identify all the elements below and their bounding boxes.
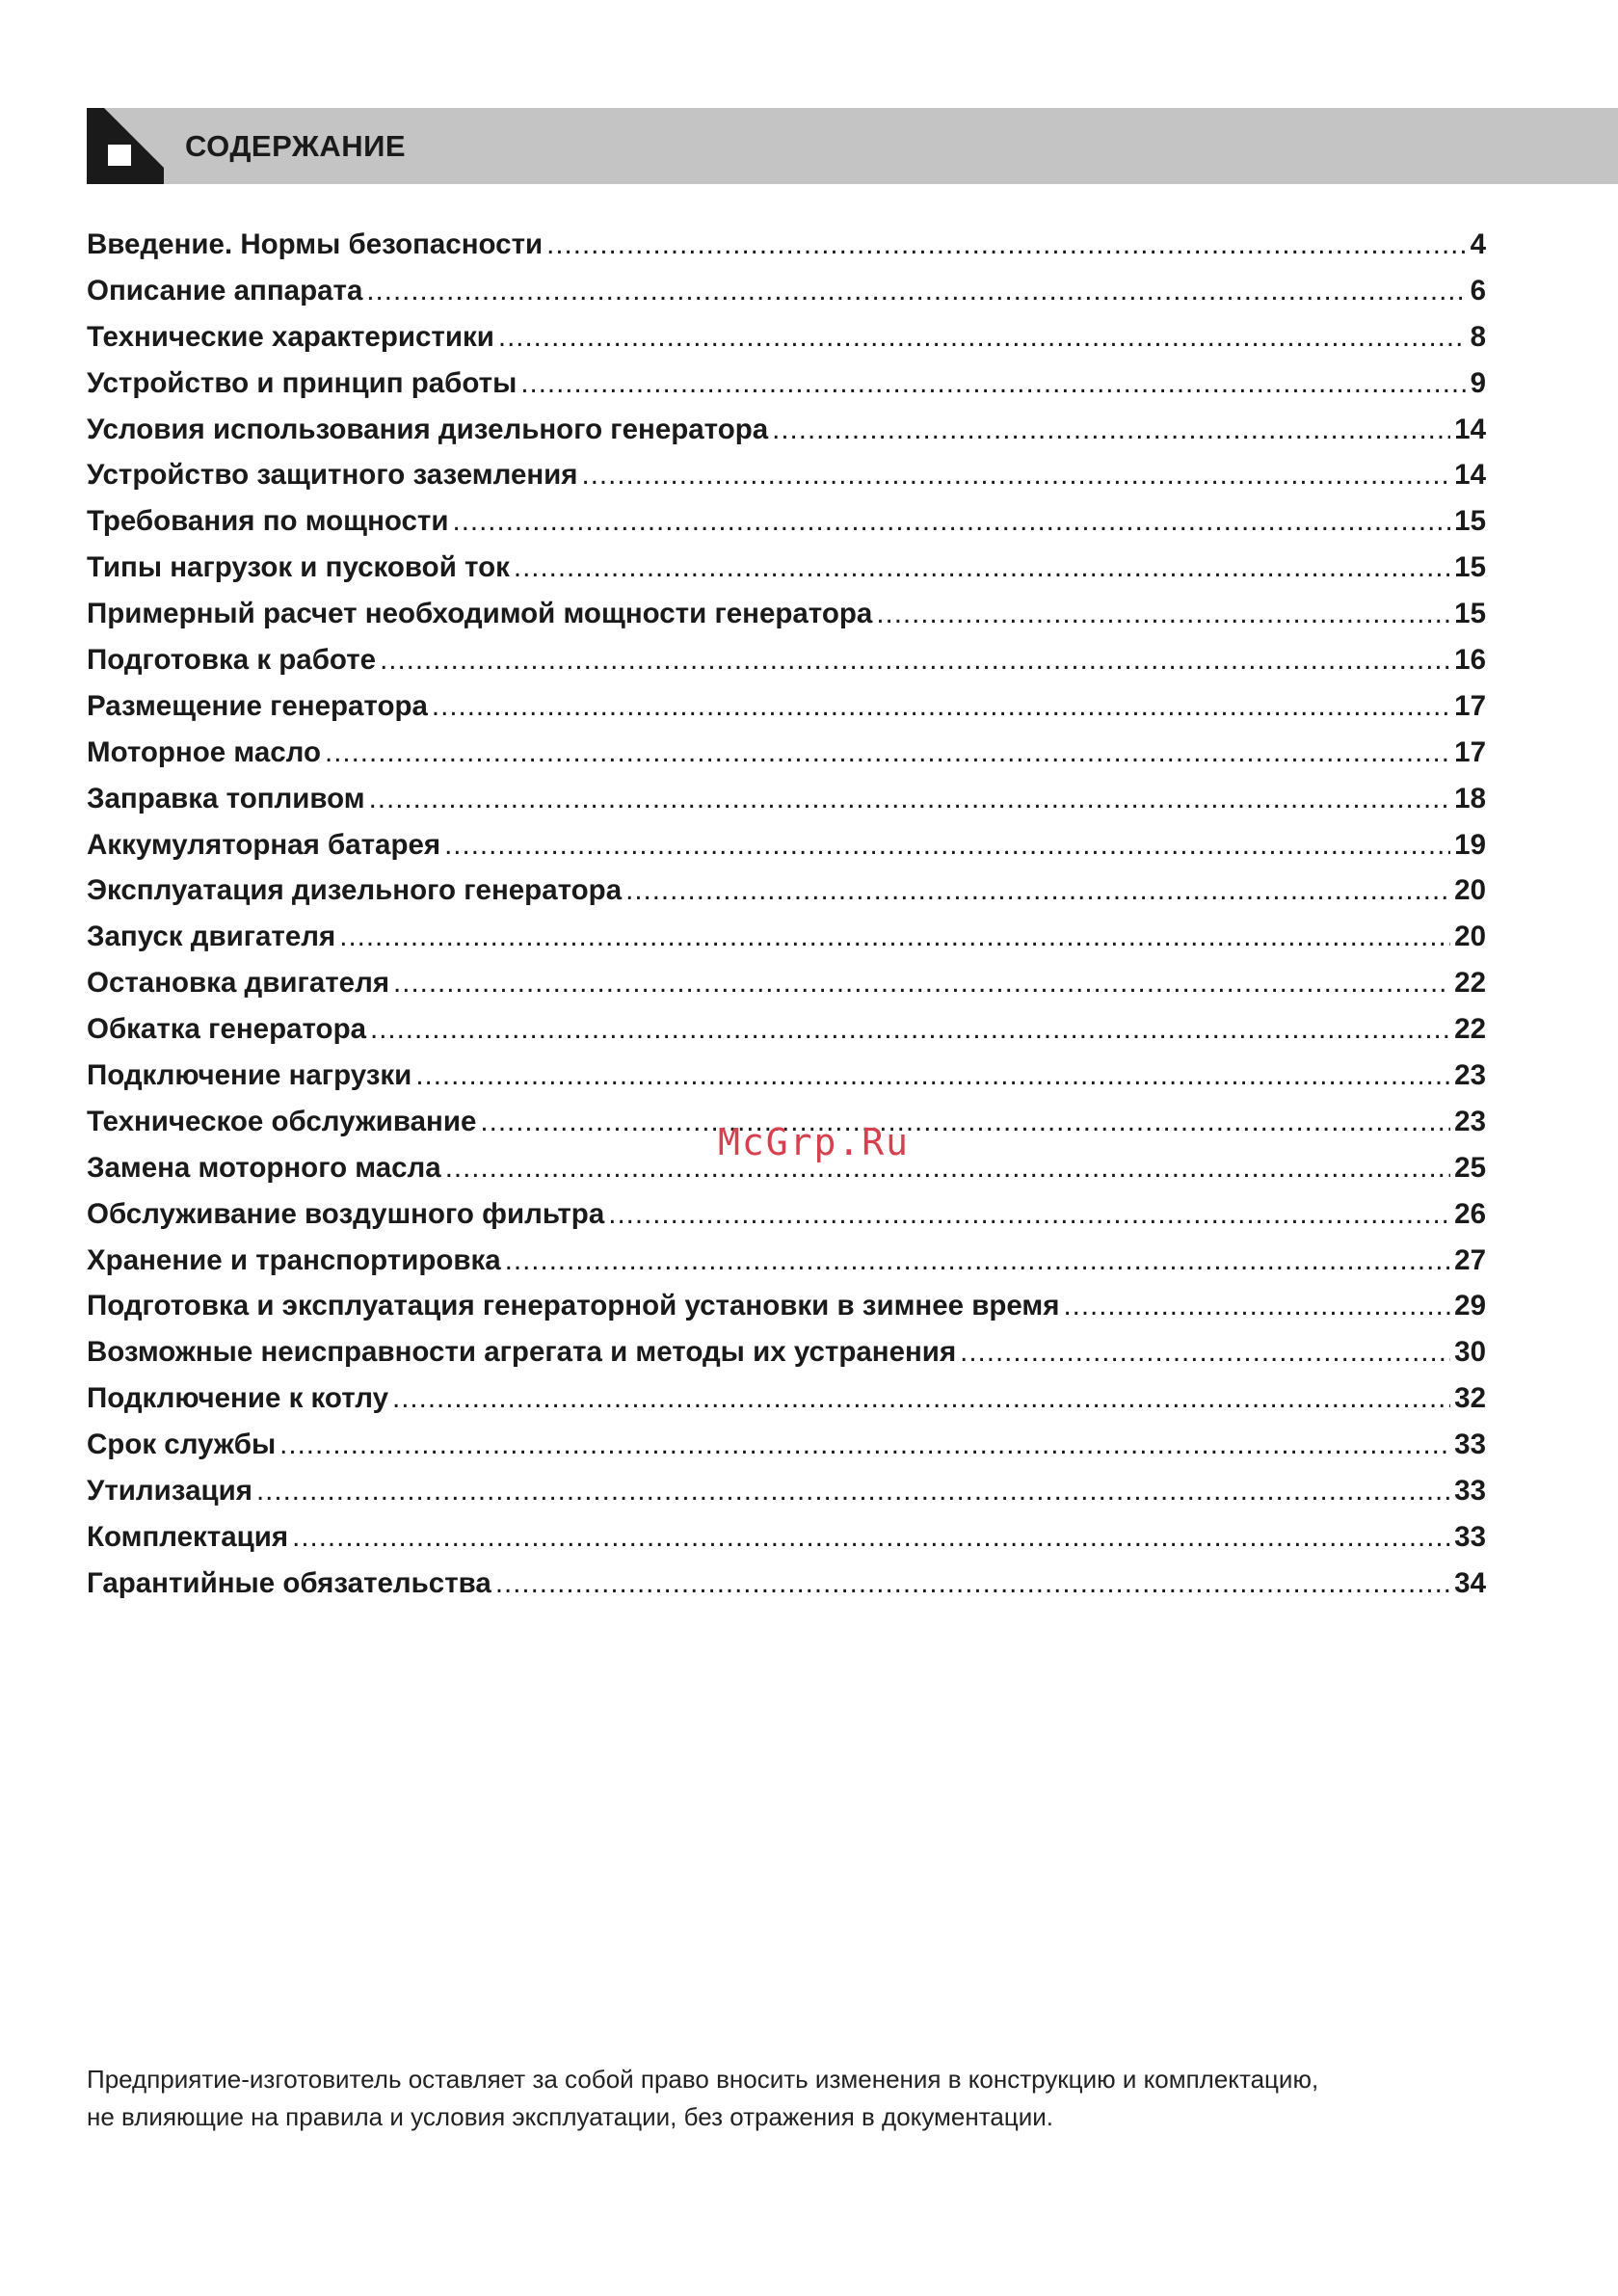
toc-entry-title: Комплектация [87,1520,289,1553]
toc-entry[interactable] [87,1382,1486,1428]
toc-entry[interactable] [87,321,1486,367]
toc-entry[interactable] [87,1428,1486,1475]
toc-entry-page: 17 [1454,689,1486,722]
toc-entry-page: 15 [1454,551,1486,584]
toc-entry[interactable] [87,551,1486,598]
toc-entry[interactable] [87,228,1486,275]
toc-leader-dots [876,598,1450,630]
toc-leader-dots [339,921,1450,953]
toc-leader-dots [520,367,1466,400]
toc-entry-page: 33 [1454,1428,1486,1461]
toc-entry-page: 33 [1454,1520,1486,1553]
toc-entry[interactable] [87,1475,1486,1521]
toc-entry-page: 32 [1454,1382,1486,1415]
toc-entry-title: Заправка топливом [87,782,365,814]
toc-leader-dots [369,783,1451,815]
toc-entry-title: Подготовка и эксплуатация генераторной установки в зимнее время [87,1290,1060,1322]
toc-entry[interactable] [87,690,1486,736]
toc-leader-dots [279,1428,1450,1461]
toc-entry[interactable] [87,1013,1486,1059]
toc-leader-dots [514,551,1450,584]
toc-entry[interactable] [87,1198,1486,1244]
toc-leader-dots [432,690,1450,723]
toc-entry[interactable] [87,598,1486,644]
toc-entry-page: 15 [1454,505,1486,538]
toc-entry-title: Размещение генератора [87,689,428,722]
toc-entry-page: 23 [1454,1059,1486,1092]
toc-entry-title: Срок службы [87,1428,277,1461]
toc-entry[interactable] [87,829,1486,875]
toc-leader-dots [444,829,1450,862]
toc-entry[interactable] [87,367,1486,414]
footnote [87,2061,1503,2136]
toc-entry[interactable] [87,1059,1486,1106]
toc-entry-title: Хранение и транспортировка [87,1243,501,1276]
toc-entry-title: Типы нагрузок и пусковой ток [87,551,510,584]
toc-leader-dots [498,321,1467,354]
toc-entry-title: Обкатка генератора [87,1013,367,1046]
toc-entry-title: Остановка двигателя [87,967,390,1000]
toc-entry-page: 29 [1454,1290,1486,1322]
toc-entry-page: 23 [1454,1105,1486,1137]
table-of-contents [87,228,1486,1614]
toc-entry-title: Устройство защитного заземления [87,459,578,492]
toc-entry-page: 33 [1454,1475,1486,1508]
toc-entry-title: Возможные неисправности агрегата и методы их устранения [87,1336,957,1369]
toc-entry[interactable] [87,1290,1486,1336]
toc-entry-title: Примерный расчет необходимой мощности генератора [87,598,873,630]
toc-entry-title: Требования по мощности [87,505,449,538]
toc-entry-title: Утилизация [87,1475,252,1508]
toc-entry-page: 19 [1454,828,1486,861]
toc-entry-title: Запуск двигателя [87,921,336,953]
toc-entry-title: Моторное масло [87,735,322,768]
page-title: СОДЕРЖАНИЕ [185,129,407,163]
toc-entry[interactable] [87,505,1486,551]
toc-entry-page: 26 [1454,1197,1486,1230]
toc-leader-dots [1063,1290,1450,1322]
watermark: McGrp.Ru [718,1121,911,1163]
toc-entry-title: Техническое обслуживание [87,1105,477,1137]
toc-entry-title: Введение. Нормы безопасности [87,228,544,260]
toc-entry-page: 20 [1454,921,1486,953]
toc-entry-title: Подключение нагрузки [87,1059,412,1092]
toc-entry-title: Обслуживание воздушного фильтра [87,1197,605,1230]
toc-leader-dots [415,1059,1450,1092]
toc-entry-page: 18 [1454,782,1486,814]
toc-leader-dots [495,1567,1450,1600]
corner-marker-icon [87,108,164,184]
toc-entry[interactable] [87,459,1486,505]
toc-entry-title: Эксплуатация дизельного генератора [87,874,623,907]
toc-entry[interactable] [87,783,1486,829]
toc-entry[interactable] [87,1567,1486,1614]
toc-entry-title: Описание аппарата [87,274,363,307]
toc-leader-dots [960,1336,1450,1369]
toc-entry[interactable] [87,644,1486,690]
toc-entry-title: Подготовка к работе [87,644,377,677]
toc-entry[interactable] [87,1244,1486,1291]
toc-entry[interactable] [87,874,1486,921]
toc-leader-dots [625,874,1450,907]
toc-entry-title: Аккумуляторная батарея [87,828,441,861]
toc-leader-dots [772,414,1450,446]
toc-entry[interactable] [87,736,1486,783]
toc-entry[interactable] [87,921,1486,967]
toc-entry[interactable] [87,275,1486,321]
toc-leader-dots [380,644,1450,677]
toc-entry-title: Технические характеристики [87,320,494,353]
toc-entry-page: 4 [1470,228,1486,260]
toc-leader-dots [582,459,1451,492]
toc-entry-title: Замена моторного масла [87,1151,441,1184]
toc-leader-dots [256,1475,1450,1508]
toc-entry-page: 6 [1470,274,1486,307]
toc-entry-page: 17 [1454,735,1486,768]
toc-entry-page: 22 [1454,1013,1486,1046]
toc-entry-title: Подключение к котлу [87,1382,389,1415]
toc-entry-page: 20 [1454,874,1486,907]
toc-leader-dots [453,505,1451,538]
toc-entry-title: Гарантийные обязательства [87,1566,491,1599]
toc-leader-dots [480,1106,1450,1138]
toc-entry-page: 25 [1454,1151,1486,1184]
toc-entry-page: 16 [1454,644,1486,677]
toc-leader-dots [393,967,1450,1000]
toc-leader-dots [608,1198,1450,1231]
toc-leader-dots [292,1521,1450,1554]
toc-leader-dots [366,275,1466,307]
toc-leader-dots [546,228,1466,261]
toc-entry[interactable] [87,1336,1486,1382]
toc-entry[interactable] [87,967,1486,1013]
toc-entry-page: 8 [1470,320,1486,353]
toc-entry-page: 27 [1454,1243,1486,1276]
toc-leader-dots [370,1013,1450,1046]
toc-entry-page: 34 [1454,1566,1486,1599]
toc-entry-title: Условия использования дизельного генератора [87,413,769,445]
toc-entry-page: 14 [1454,413,1486,445]
toc-entry[interactable] [87,414,1486,460]
toc-entry-title: Устройство и принцип работы [87,366,517,399]
toc-entry-page: 15 [1454,598,1486,630]
toc-entry-page: 30 [1454,1336,1486,1369]
toc-leader-dots [445,1152,1450,1185]
toc-entry[interactable] [87,1521,1486,1567]
toc-entry-page: 14 [1454,459,1486,492]
toc-leader-dots [505,1244,1450,1277]
footnote-line-2: не влияющие на правила и условия эксплуатации, без отражения в документации. [87,2102,1053,2131]
toc-entry-page: 9 [1470,366,1486,399]
toc-leader-dots [392,1382,1450,1415]
toc-entry-page: 22 [1454,967,1486,1000]
toc-leader-dots [325,736,1450,769]
footnote-line-1: Предприятие-изготовитель оставляет за собой право вносить изменения в конструкцию и комплектацию, [87,2065,1319,2094]
